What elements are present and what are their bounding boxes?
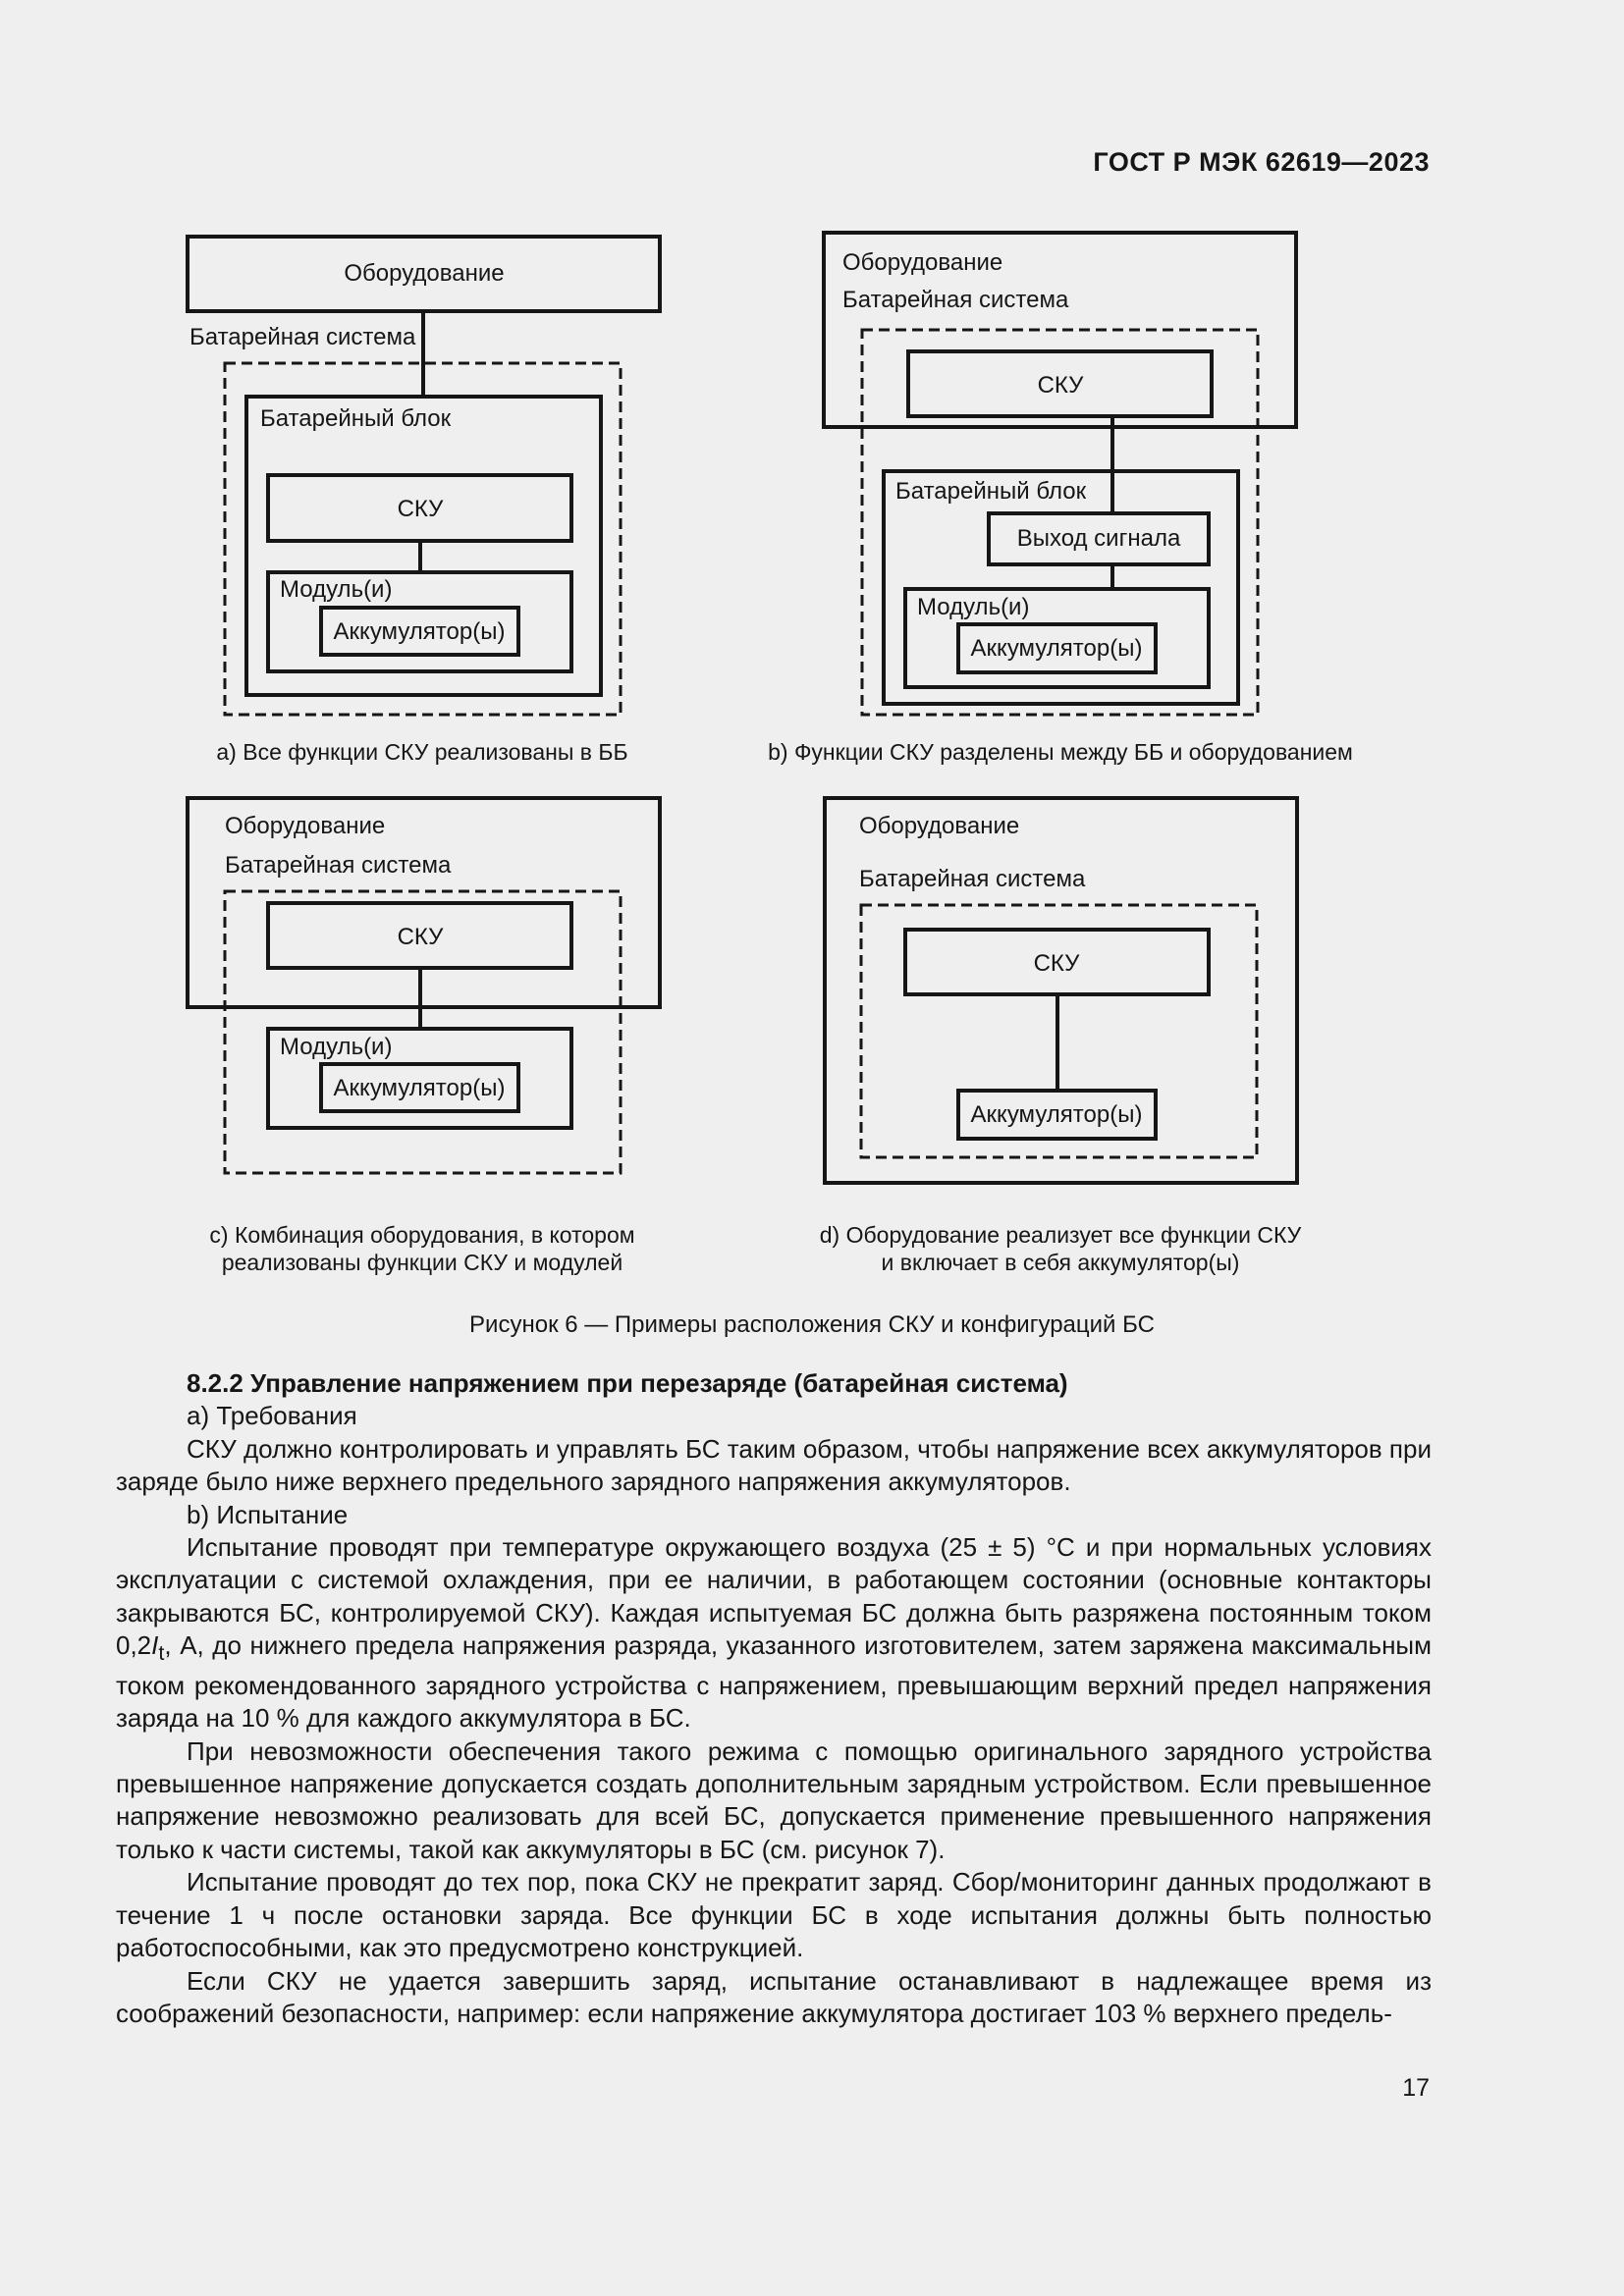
diagram-d — [825, 798, 1297, 1183]
cell-label: Аккумулятор(ы) — [333, 1075, 506, 1101]
battery-pack-label: Батарейный блок — [895, 478, 1087, 505]
caption-c-line2: реализованы функции СКУ и модулей — [221, 1250, 623, 1275]
bms-label: СКУ — [397, 496, 444, 522]
caption-c — [157, 1221, 687, 1276]
test-p1-part-b: , А, до нижнего предела напряжения разряда, указанного изготовителем, затем заряжена максимальным током рекомендованного зарядного устройства с напряжением, превышающим верхний предел напряжения заряда на 10 % для каждого аккумулятора в БС. — [116, 1630, 1432, 1734]
bms-label: СКУ — [1037, 372, 1084, 399]
battery-system-label: Батарейная система — [842, 287, 1069, 313]
equipment-label: Оборудование — [859, 813, 1020, 839]
section-heading: 8.2.2 Управление напряжением при перезаряде (батарейная система) — [187, 1368, 1068, 1398]
caption-b: b) Функции СКУ разделены между ББ и оборудованием — [768, 739, 1353, 765]
caption-d-line1: d) Оборудование реализует все функции СКУ — [819, 1222, 1302, 1248]
document-header: ГОСТ Р МЭК 62619—2023 — [1093, 147, 1430, 177]
module-label: Модуль(и) — [917, 594, 1030, 620]
equipment-label: Оборудование — [344, 260, 505, 287]
test-paragraph-4: Если СКУ не удается завершить заряд, испытание останавливают в надлежащее время из соображений безопасности, например: если напряжение аккумулятора достигает 103 % верхнего предель- — [116, 1965, 1432, 2028]
test-label: b) Испытание — [187, 1499, 349, 1529]
cell-label: Аккумулятор(ы) — [333, 618, 506, 645]
diagram-b — [824, 233, 1296, 715]
test-paragraph-2: При невозможности обеспечения такого режима с помощью оригинального зарядного устройства превышенное напряжение допускается создать дополнительным зарядным устройством. Если превышенное напряжение невозможно реализовать для всей БС, допускается применение превышенного напряжения только к части системы, такой как аккумуляторы в БС (см. рисунок 7). — [116, 1735, 1432, 1864]
battery-system-label: Батарейная система — [225, 852, 452, 879]
caption-d-line2: и включает в себя аккумулятор(ы) — [881, 1250, 1240, 1275]
current-symbol: I — [151, 1630, 159, 1661]
requirements-text: СКУ должно контролировать и управлять БС таким образом, чтобы напряжение всех аккумуляторов при заряде было ниже верхнего предельного зарядного напряжения аккумуляторов. — [116, 1433, 1432, 1497]
equipment-label: Оборудование — [842, 249, 1003, 276]
requirements-label: а) Требования — [187, 1401, 357, 1431]
cell-label: Аккумулятор(ы) — [970, 635, 1143, 662]
current-subscript: t — [158, 1640, 165, 1666]
battery-pack-label: Батарейный блок — [260, 405, 452, 432]
diagram-a — [188, 237, 660, 715]
equipment-label: Оборудование — [225, 813, 386, 839]
test-p1-part-a: Испытание проводят при температуре окружающего воздуха (25 ± 5) °С и при нормальных условиях эксплуатации с системой охлаждения, при ее наличии, в работающем состоянии (основные контакторы закрываются БС, контролируемой СКУ). Каждая испытуемая БС должна быть разряжена постоянным током 0,2 — [116, 1532, 1432, 1661]
battery-system-label: Батарейная система — [189, 324, 416, 350]
battery-system-label: Батарейная система — [859, 866, 1086, 892]
caption-c-line1: c) Комбинация оборудования, в котором — [209, 1222, 635, 1248]
test-paragraph-3: Испытание проводят до тех пор, пока СКУ не прекратит заряд. Сбор/мониторинг данных продолжают в течение 1 ч после остановки заряда. Все функции БС в ходе испытания должны быть полностью работоспособными, как это предусмотрено конструкцией. — [116, 1867, 1432, 1963]
figure-title: Рисунок 6 — Примеры расположения СКУ и конфигураций БС — [469, 1311, 1155, 1338]
page-number: 17 — [1402, 2074, 1430, 2102]
signal-output-label: Выход сигнала — [1016, 525, 1181, 552]
battery-pack-box — [246, 397, 601, 695]
bms-label: СКУ — [1033, 950, 1080, 977]
caption-a: a) Все функции СКУ реализованы в ББ — [216, 739, 628, 765]
module-label: Модуль(и) — [280, 1034, 393, 1060]
cell-label: Аккумулятор(ы) — [970, 1101, 1143, 1128]
module-label: Модуль(и) — [280, 576, 393, 603]
section-body — [116, 1367, 1432, 2030]
diagram-c — [188, 798, 660, 1173]
test-paragraph-1 — [116, 1531, 1432, 1735]
bms-label: СКУ — [397, 924, 444, 950]
caption-d — [766, 1221, 1355, 1276]
